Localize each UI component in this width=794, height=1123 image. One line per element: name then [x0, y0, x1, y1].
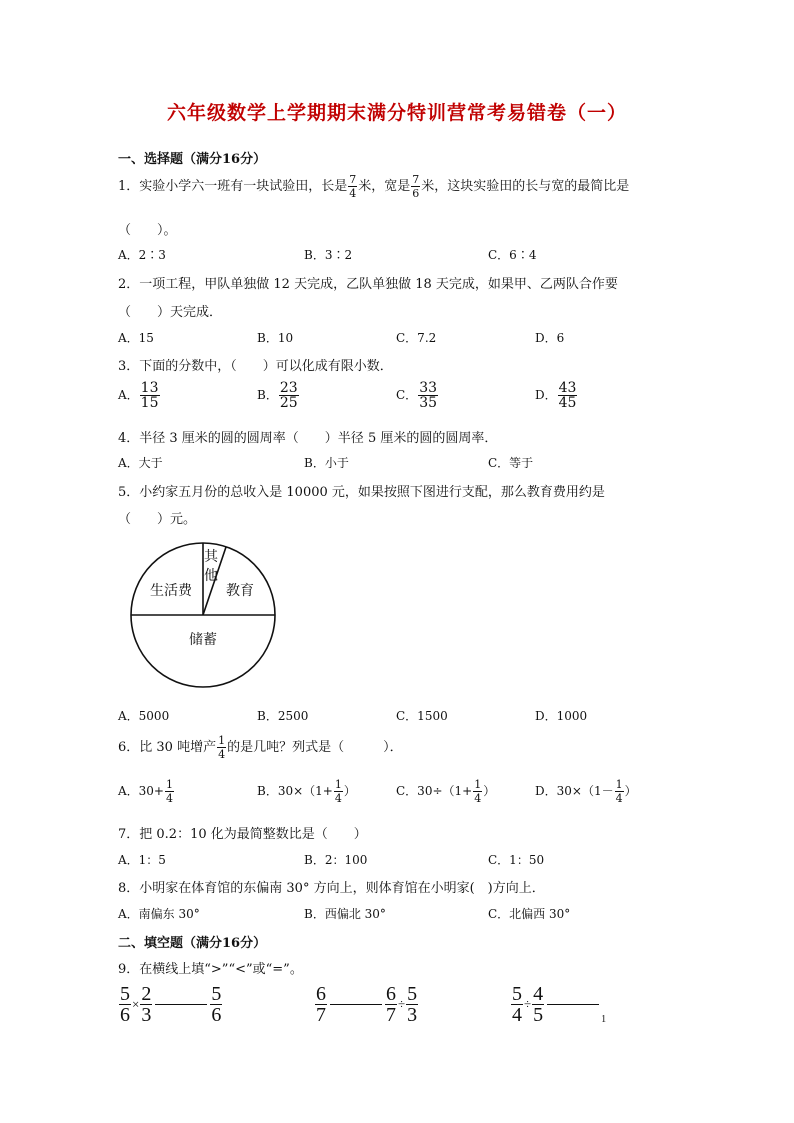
fraction-denominator: 7 [316, 1004, 326, 1026]
fraction-denominator: 45 [558, 395, 577, 411]
fraction-numerator: 6 [386, 983, 396, 1005]
fraction-numerator: 1 [218, 734, 226, 747]
q9-expression-3 [510, 984, 606, 1025]
fraction-numerator: 5 [211, 983, 222, 1005]
fraction-numerator: 5 [512, 983, 522, 1005]
pie-label-living: 生活费 [150, 583, 192, 599]
question-3: 3．下面的分数中，（ ）可以化成有限小数． [118, 359, 393, 374]
q2-option-d[interactable]: D．6 [535, 331, 565, 345]
operator-symbol: ÷ [398, 996, 406, 1012]
expr-fraction [119, 984, 131, 1025]
fraction-denominator: 4 [615, 792, 623, 805]
option-label: B．30×（1+ [257, 784, 333, 798]
q7-option-c[interactable]: C．1：50 [488, 853, 545, 867]
q9-expression-1 [118, 984, 223, 1025]
question-1 [118, 173, 629, 200]
question-6 [118, 734, 403, 761]
option-fraction [334, 778, 343, 805]
pie-label-savings: 储蓄 [189, 632, 217, 648]
question-5: 5．小约家五月份的总收入是 10000 元，如果按照下图进行支配，那么教育费用约是 [118, 485, 605, 500]
q7-option-a[interactable]: A．1：5 [118, 853, 166, 867]
option-close-paren: ） [343, 784, 356, 798]
q3-option-b[interactable] [257, 381, 300, 410]
option-close-paren: ） [624, 784, 637, 798]
option-fraction [165, 778, 174, 805]
q5-option-a[interactable]: A．5000 [118, 709, 170, 723]
option-label: C． [396, 388, 418, 402]
fraction-numerator: 13 [140, 380, 159, 396]
section-heading-choice: 一、选择题（满分16分） [118, 152, 267, 167]
fraction-numerator: 5 [407, 983, 418, 1005]
option-label: B． [257, 388, 278, 402]
fraction-denominator: 4 [474, 792, 482, 805]
q1-option-c[interactable]: C．6∶4 [488, 248, 537, 262]
fraction-denominator: 4 [218, 748, 226, 761]
q1-option-a[interactable]: A．2∶3 [118, 248, 166, 262]
fraction-denominator: 5 [533, 1004, 544, 1026]
q2-answer-blank: （ ）天完成． [118, 305, 223, 320]
option-label: A．30+ [118, 784, 164, 798]
q4-option-c[interactable]: C．等于 [488, 456, 534, 470]
answer-blank-line[interactable] [547, 1004, 599, 1005]
fraction-numerator: 6 [316, 983, 326, 1005]
option-fraction [558, 381, 578, 410]
q1-option-b[interactable]: B．3∶2 [304, 248, 353, 262]
fraction-denominator: 35 [419, 395, 438, 411]
q6-option-d[interactable] [535, 778, 637, 805]
q3-option-a[interactable] [118, 381, 161, 410]
question-4: 4．半径 3 厘米的圆的圆周率（ ）半径 5 厘米的圆的圆周率． [118, 431, 498, 446]
q1-fraction-length [348, 173, 357, 200]
q1-fraction-width [411, 173, 420, 200]
expr-fraction [140, 984, 152, 1025]
operator-symbol: ÷ [524, 996, 532, 1012]
q6-fraction [217, 734, 226, 761]
fraction-denominator: 15 [140, 395, 159, 411]
fraction-denominator: 6 [412, 187, 420, 200]
q5-option-c[interactable]: C．1500 [396, 709, 448, 723]
fraction-numerator: 1 [166, 778, 173, 791]
fraction-numerator: 4 [533, 983, 544, 1005]
expr-rhs-value: 1 [601, 1014, 607, 1025]
q5-answer-blank: （ ）元。 [118, 512, 197, 527]
option-label: A． [118, 388, 139, 402]
fraction-numerator: 23 [279, 380, 298, 396]
q3-option-d[interactable] [535, 381, 578, 410]
pie-label-other-2: 他 [204, 568, 218, 584]
fraction-denominator: 4 [349, 187, 357, 200]
expr-fraction [511, 984, 523, 1025]
q8-option-c[interactable]: C．北偏西 30° [488, 907, 571, 921]
fraction-numerator: 5 [120, 983, 130, 1005]
fraction-denominator: 3 [407, 1004, 418, 1026]
answer-blank-line[interactable] [330, 1004, 382, 1005]
q5-option-d[interactable]: D．1000 [535, 709, 588, 723]
fraction-denominator: 25 [279, 395, 298, 411]
q2-option-b[interactable]: B．10 [257, 331, 294, 345]
question-8: 8．小明家在体育馆的东偏南 30° 方向上，则体育馆在小明家( )方向上． [118, 881, 545, 896]
fraction-numerator: 2 [141, 983, 152, 1005]
operator-symbol: × [132, 996, 140, 1012]
fraction-denominator: 6 [120, 1004, 130, 1026]
question-7: 7．把 0.2：10 化为最简整数比是（ ） [118, 827, 367, 842]
option-fraction [473, 778, 482, 805]
fraction-denominator: 4 [334, 792, 342, 805]
section-heading-fill-blank: 二、填空题（满分16分） [118, 936, 267, 951]
q8-option-a[interactable]: A．南偏东 30° [118, 907, 200, 921]
expr-fraction [532, 984, 544, 1025]
q6-option-b[interactable] [257, 778, 356, 805]
q4-option-b[interactable]: B．小于 [304, 456, 349, 470]
fraction-denominator: 6 [211, 1004, 222, 1026]
expr-fraction [315, 984, 327, 1025]
fraction-denominator: 7 [386, 1004, 396, 1026]
option-label: D． [535, 388, 557, 402]
fraction-numerator: 33 [419, 380, 438, 396]
answer-blank-line[interactable] [155, 1004, 207, 1005]
q6-option-c[interactable] [396, 778, 495, 805]
fraction-denominator: 3 [141, 1004, 152, 1026]
q2-option-a[interactable]: A．15 [118, 331, 154, 345]
q8-option-b[interactable]: B．西偏北 30° [304, 907, 386, 921]
fraction-numerator: 1 [334, 778, 342, 791]
pie-label-other-1: 其 [204, 549, 218, 565]
q5-option-b[interactable]: B．2500 [257, 709, 309, 723]
page-title: 六年级数学上学期期末满分特训营常考易错卷（一） [166, 102, 627, 124]
question-9: 9．在横线上填“>”“<”或“=”。 [118, 962, 303, 977]
option-fraction [279, 381, 299, 410]
q1-text-2: 米，宽是 [358, 179, 411, 194]
fraction-numerator: 7 [412, 173, 420, 186]
fraction-denominator: 4 [512, 1004, 522, 1026]
fraction-denominator: 4 [166, 792, 173, 805]
q3-option-c[interactable] [396, 381, 439, 410]
q6-text-1: 6．比 30 吨增产 [118, 740, 217, 755]
budget-pie-chart [128, 540, 278, 692]
q6-option-a[interactable] [118, 778, 175, 805]
fraction-numerator: 43 [558, 380, 577, 396]
option-fraction [418, 381, 438, 410]
q4-option-a[interactable]: A．大于 [118, 456, 163, 470]
q7-option-b[interactable]: B．2：100 [304, 853, 368, 867]
expr-fraction [406, 984, 418, 1025]
option-label: D．30×（1－ [535, 784, 614, 798]
q6-text-2: 的是几吨？列式是（ ）． [227, 740, 403, 755]
fraction-numerator: 1 [474, 778, 482, 791]
q1-text-1: 1．实验小学六一班有一块试验田，长是 [118, 179, 348, 194]
fraction-numerator: 7 [349, 173, 357, 186]
option-fraction [615, 778, 624, 805]
option-label: C．30÷（1+ [396, 784, 473, 798]
pie-label-education: 教育 [226, 583, 254, 599]
q9-expression-2 [314, 984, 419, 1025]
q2-option-c[interactable]: C．7.2 [396, 331, 437, 345]
option-fraction [140, 381, 160, 410]
fraction-numerator: 1 [615, 778, 623, 791]
expr-fraction [385, 984, 397, 1025]
expr-fraction [210, 984, 222, 1025]
option-close-paren: ） [483, 784, 496, 798]
q1-answer-blank: （ ）。 [118, 223, 177, 238]
q1-text-3: 米，这块实验田的长与宽的最简比是 [421, 179, 630, 194]
question-2: 2．一项工程，甲队单独做 12 天完成，乙队单独做 18 天完成，如果甲、乙两队合作要 [118, 277, 618, 292]
